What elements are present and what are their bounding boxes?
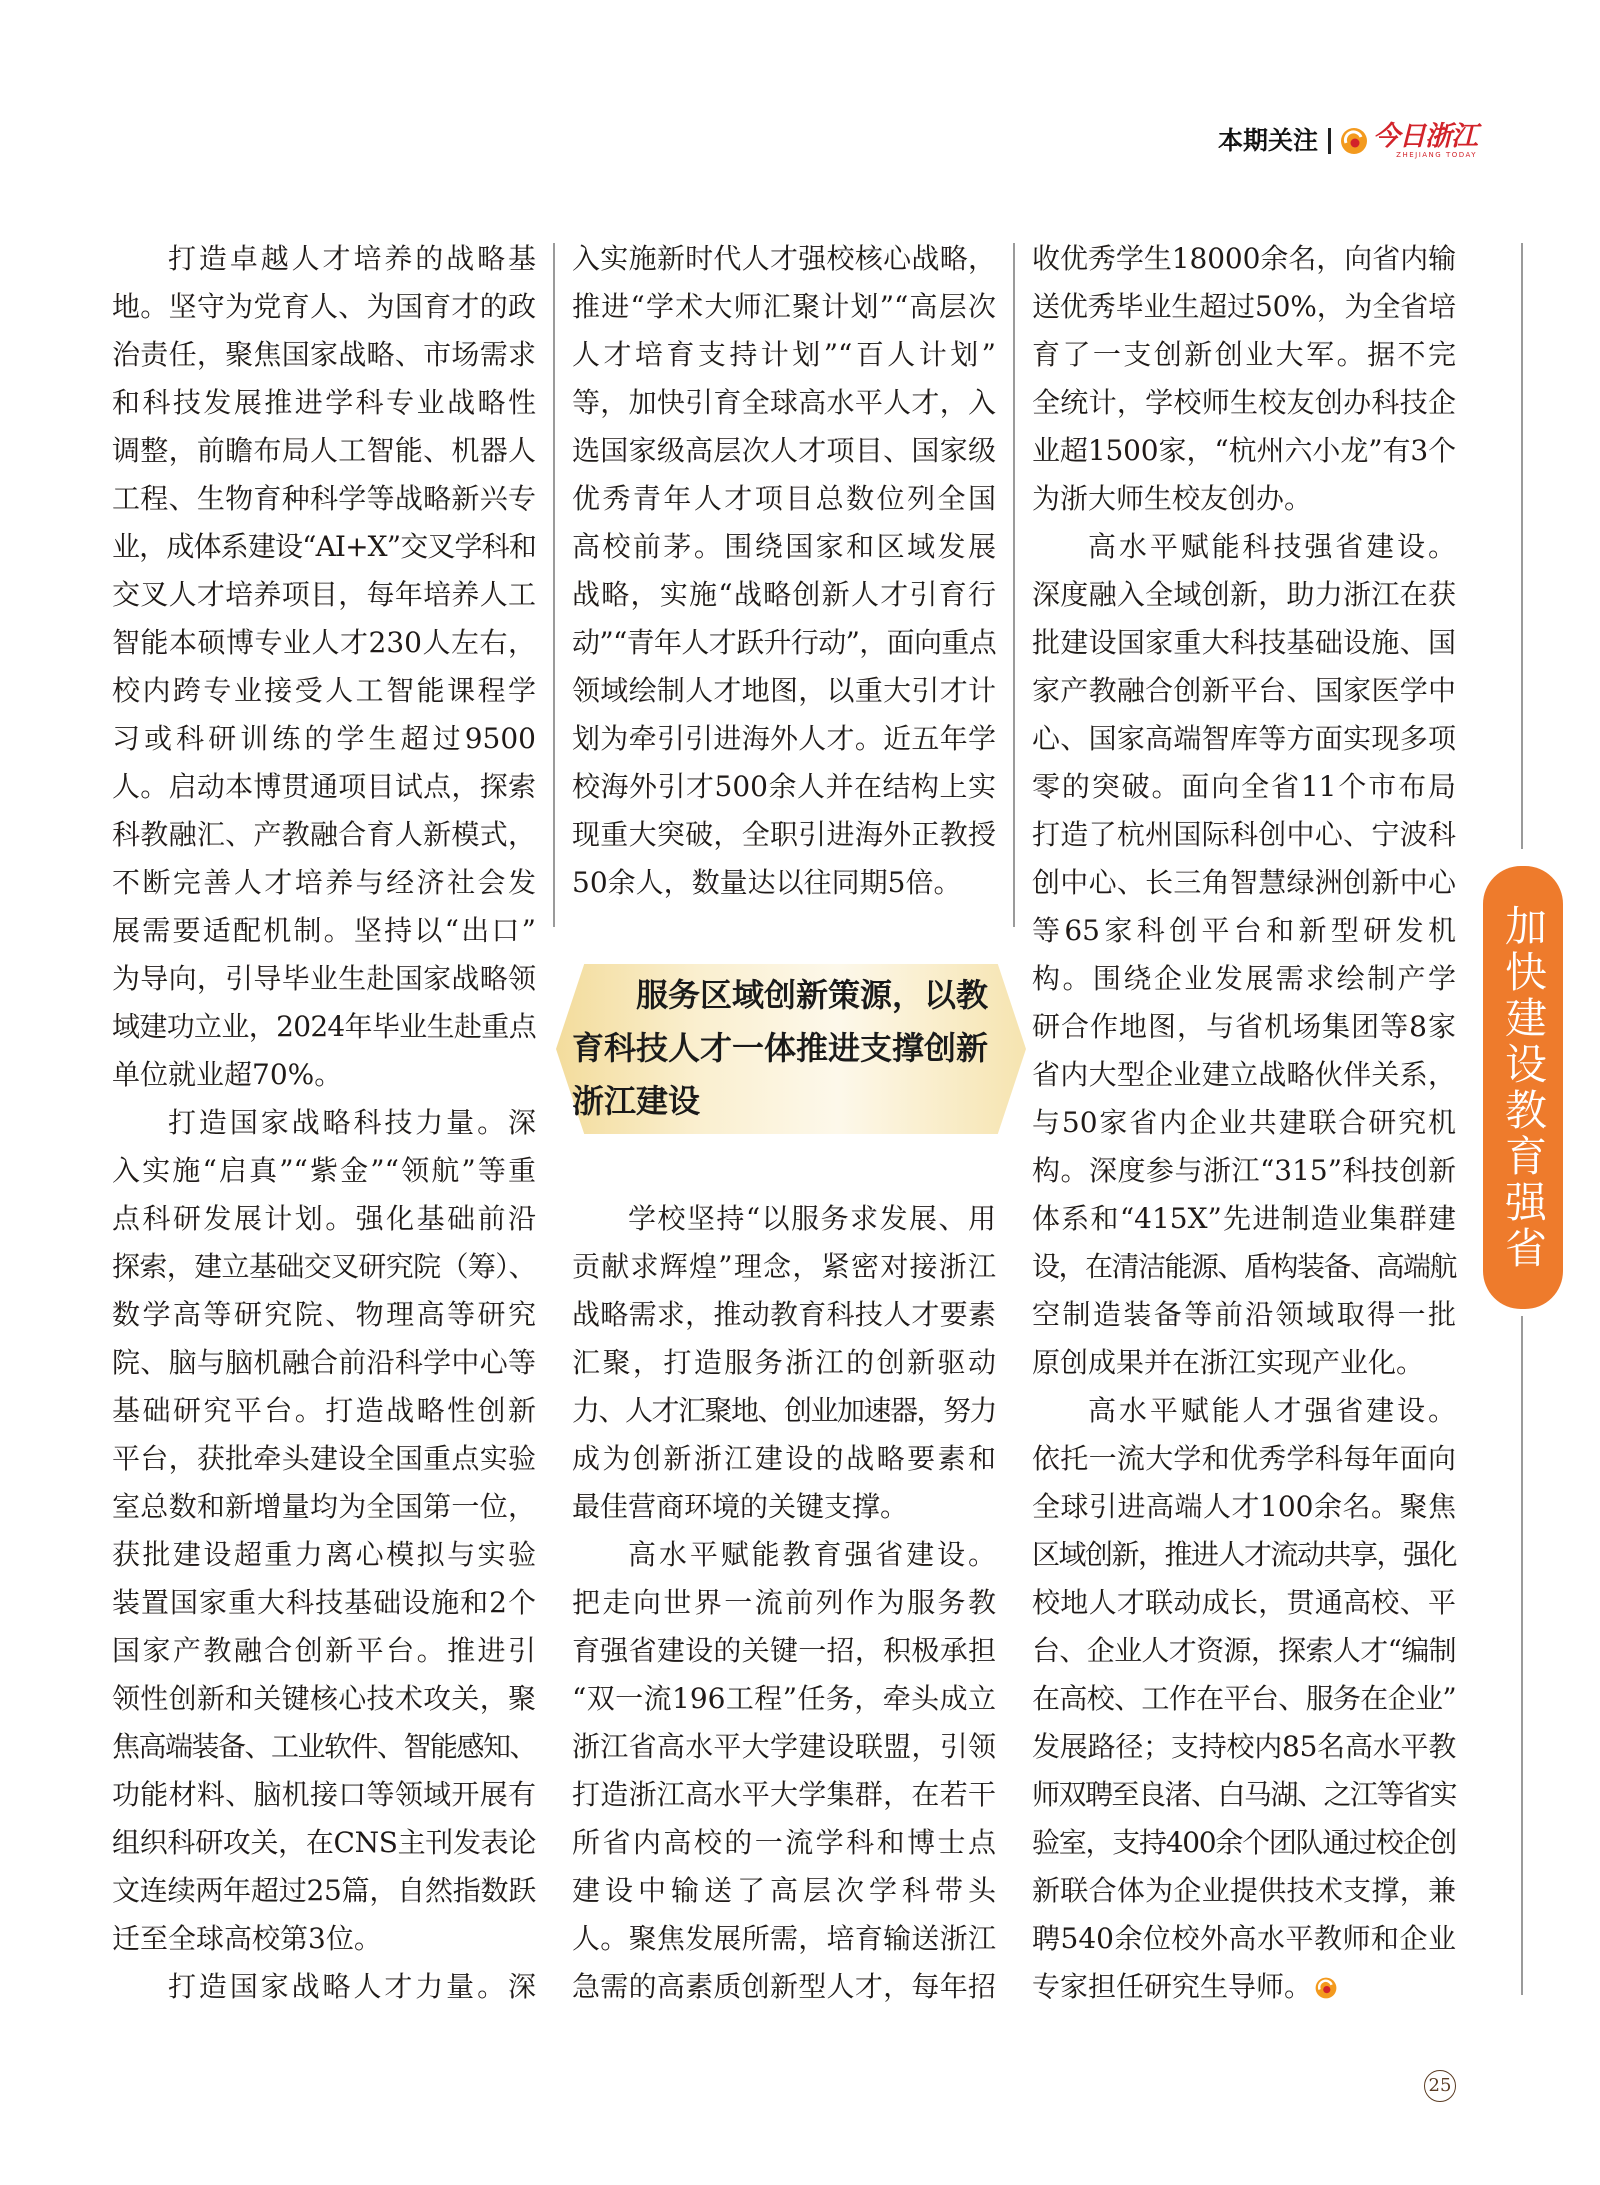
text-line: 育了一支创新创业大军。据不完: [1032, 338, 1456, 371]
text-line: 区域创新，推进人才流动共享，强化: [1032, 1538, 1456, 1571]
text-line: 送优秀毕业生超过50%，为全省培: [1032, 290, 1456, 323]
text-line: 获批建设超重力离心模拟与实验: [112, 1538, 536, 1571]
header-divider: [1328, 128, 1331, 154]
page-number-value: 25: [1428, 2075, 1452, 2096]
topic-side-tab-label: 加快建设教育强省: [1499, 903, 1548, 1272]
text-line: 研合作地图，与省机场集团等8家: [1032, 1010, 1456, 1043]
text-line: 数学高等研究院、物理高等研究: [112, 1298, 536, 1331]
text-line: 基础研究平台。打造战略性创新: [112, 1394, 536, 1427]
heading-line: 服务区域创新策源，以教: [636, 976, 989, 1014]
text-line: 最佳营商环境的关键支撑。: [572, 1490, 909, 1523]
page-header: [1218, 122, 1477, 160]
text-line: 新联合体为企业提供技术支撑，兼: [1032, 1874, 1456, 1907]
text-line: 院、脑与脑机融合前沿科学中心等: [112, 1346, 536, 1379]
text-line: 战略需求，推动教育科技人才要素: [572, 1298, 996, 1331]
section-label: 本期关注: [1218, 126, 1319, 155]
text-line: 划为牵引引进海外人才。近五年学: [572, 722, 996, 755]
text-line: 领域绘制人才地图，以重大引才计: [572, 674, 996, 707]
text-line: 为导向，引导毕业生赴国家战略领: [112, 962, 536, 995]
text-line: 原创成果并在浙江实现产业化。: [1032, 1346, 1425, 1379]
text-line: 创中心、长三角智慧绿洲创新中心: [1032, 866, 1456, 899]
column-rule: [1013, 243, 1015, 927]
text-line: 装置国家重大科技基础设施和2个: [112, 1586, 536, 1619]
paragraph: [112, 1099, 536, 1963]
paragraph: [1032, 1387, 1456, 2011]
text-line: 等，加快引育全球高水平人才，入: [572, 386, 996, 419]
brand-swirl-icon: [1339, 126, 1369, 156]
text-line: 文连续两年超过25篇，自然指数跃: [112, 1874, 536, 1907]
text-line: 地。坚守为党育人、为国育才的政: [112, 290, 536, 323]
text-line: 验室，支持400余个团队通过校企创: [1032, 1826, 1456, 1859]
text-line: 急需的高素质创新型人才，每年招: [572, 1970, 996, 2003]
text-line: 发展路径；支持校内85名高水平教: [1032, 1730, 1456, 1763]
text-line: 打造国家战略人才力量。深: [168, 1970, 536, 2003]
text-line: 聘540余位校外高水平教师和企业: [1032, 1922, 1456, 1955]
heading-line: 育科技人才一体推进支撑创新: [572, 1029, 989, 1067]
text-line: 家产教融合创新平台、国家医学中: [1032, 674, 1456, 707]
text-line: 习或科研训练的学生超过9500: [112, 722, 536, 755]
text-line: 省内大型企业建立战略伙伴关系，: [1032, 1058, 1456, 1091]
text-line: 台、企业人才资源，探索人才“编制: [1032, 1634, 1456, 1667]
text-line: 构。深度参与浙江“315”科技创新: [1032, 1154, 1456, 1187]
text-line: 全球引进高端人才100余名。聚焦: [1032, 1490, 1456, 1523]
text-column-1: [112, 235, 536, 2011]
margin-rule: [1521, 1316, 1523, 1995]
text-line: 人才培育支持计划”“百人计划”: [572, 338, 996, 371]
text-line: 批建设国家重大科技基础设施、国: [1032, 626, 1456, 659]
text-line: 展需要适配机制。坚持以“出口”: [112, 914, 536, 947]
text-line: 学校坚持“以服务求发展、用: [628, 1202, 996, 1235]
text-line: 工程、生物育种科学等战略新兴专: [112, 482, 536, 515]
heading-line: 浙江建设: [572, 1082, 701, 1120]
paragraph: [572, 1531, 996, 2011]
text-line: 师双聘至良渚、白马湖、之江等省实: [1032, 1778, 1456, 1811]
text-line: 领性创新和关键核心技术攻关，聚: [112, 1682, 536, 1715]
text-line: 业，成体系建设“AI+X”交叉学科和: [112, 530, 536, 563]
text-line: “双一流196工程”任务，牵头成立: [572, 1682, 996, 1715]
text-line: 与50家省内企业共建联合研究机: [1032, 1106, 1456, 1139]
text-line: 把走向世界一流前列作为服务教: [572, 1586, 996, 1619]
text-column-2-upper: [572, 235, 996, 907]
text-line: 校海外引才500余人并在结构上实: [572, 770, 996, 803]
paragraph: [1032, 523, 1456, 1387]
text-line: 所省内高校的一流学科和博士点: [572, 1826, 996, 1859]
text-line: 和科技发展推进学科专业战略性: [112, 386, 536, 419]
text-line: 打造国家战略科技力量。深: [168, 1106, 536, 1139]
text-line: 智能本硕博专业人才230人左右，: [112, 626, 536, 659]
text-line: 贡献求辉煌”理念，紧密对接浙江: [572, 1250, 996, 1283]
text-line: 50余人，数量达以往同期5倍。: [572, 866, 962, 899]
text-line: 域建功立业，2024年毕业生赴重点: [112, 1010, 536, 1043]
text-line: 汇聚，打造服务浙江的创新驱动: [572, 1346, 996, 1379]
text-line: 依托一流大学和优秀学科每年面向: [1032, 1442, 1456, 1475]
text-column-3: [1032, 235, 1456, 2011]
text-column-2-lower: [572, 1195, 996, 2011]
text-line: 高水平赋能教育强省建设。: [628, 1538, 996, 1571]
text-line: 空制造装备等前沿领域取得一批: [1032, 1298, 1456, 1331]
text-line: 构。围绕企业发展需求绘制产学: [1032, 962, 1456, 995]
column-rule: [553, 243, 555, 927]
page-number: [1424, 2070, 1456, 2102]
text-line: 为浙大师生校友创办。: [1032, 482, 1313, 515]
text-line: 探索，建立基础交叉研究院（筹）、: [112, 1250, 536, 1283]
text-line: 专家担任研究生导师。: [1032, 1963, 1456, 2011]
brand-name-en: ZHEJIANG TODAY: [1396, 151, 1478, 159]
text-line: 焦高端装备、工业软件、智能感知、: [112, 1730, 536, 1763]
text-line: 全统计，学校师生校友创办科技企: [1032, 386, 1456, 419]
text-line: 点科研发展计划。强化基础前沿: [112, 1202, 536, 1235]
paragraph: [572, 235, 996, 907]
text-line: 平台，获批牵头建设全国重点实验: [112, 1442, 536, 1475]
text-line: 体系和“415X”先进制造业集群建: [1032, 1202, 1456, 1235]
text-line: 国家产教融合创新平台。推进引: [112, 1634, 536, 1667]
text-line: 单位就业超70%。: [112, 1058, 343, 1091]
margin-rule: [1521, 243, 1523, 849]
text-line: 交叉人才培养项目，每年培养人工: [112, 578, 536, 611]
section-heading: [572, 969, 996, 1128]
text-line: 高水平赋能人才强省建设。: [1088, 1394, 1456, 1427]
text-line: 在高校、工作在平台、服务在企业”: [1032, 1682, 1456, 1715]
text-line: 入实施“启真”“紫金”“领航”等重: [112, 1154, 536, 1187]
text-line: 校内跨专业接受人工智能课程学: [112, 674, 536, 707]
text-line: 深度融入全域创新，助力浙江在获: [1032, 578, 1456, 611]
text-line: 动”“青年人才跃升行动”，面向重点: [572, 626, 996, 659]
brand-name: 今日浙江: [1373, 121, 1478, 152]
text-line: 高水平赋能科技强省建设。: [1088, 530, 1456, 563]
text-line: 心、国家高端智库等方面实现多项: [1032, 722, 1456, 755]
text-line: 优秀青年人才项目总数位列全国: [572, 482, 996, 515]
text-line: 等65家科创平台和新型研发机: [1032, 914, 1456, 947]
text-line: 人。启动本博贯通项目试点，探索: [112, 770, 536, 803]
text-line: 育强省建设的关键一招，积极承担: [572, 1634, 996, 1667]
text-line: 调整，前瞻布局人工智能、机器人: [112, 434, 536, 467]
brand-logo: [1373, 123, 1477, 159]
text-line: 现重大突破，全职引进海外正教授: [572, 818, 996, 851]
text-line: 成为创新浙江建设的战略要素和: [572, 1442, 996, 1475]
text-line: 组织科研攻关，在CNS主刊发表论: [112, 1826, 536, 1859]
topic-side-tab: [1483, 866, 1563, 1309]
text-line: 建设中输送了高层次学科带头: [572, 1874, 996, 1907]
text-line: 迁至全球高校第3位。: [112, 1922, 382, 1955]
text-line: 高校前茅。围绕国家和区域发展: [572, 530, 996, 563]
text-line: 打造了杭州国际科创中心、宁波科: [1032, 818, 1456, 851]
text-line: 零的突破。面向全省11个市布局: [1032, 770, 1456, 803]
paragraph: [1032, 235, 1456, 523]
paragraph: [112, 235, 536, 1099]
text-line: 收优秀学生18000余名，向省内输: [1032, 242, 1456, 275]
text-line: 浙江省高水平大学建设联盟，引领: [572, 1730, 996, 1763]
text-line: 选国家级高层次人才项目、国家级: [572, 434, 996, 467]
paragraph: [112, 1963, 536, 2011]
text-line: 战略，实施“战略创新人才引育行: [572, 578, 996, 611]
text-line: 打造卓越人才培养的战略基: [168, 242, 536, 275]
paragraph: [572, 1195, 996, 1531]
text-line: 科教融汇、产教融合育人新模式，: [112, 818, 536, 851]
text-line: 推进“学术大师汇聚计划”“高层次: [572, 290, 996, 323]
text-line: 校地人才联动成长，贯通高校、平: [1032, 1586, 1456, 1619]
text-line: 不断完善人才培养与经济社会发: [112, 866, 536, 899]
text-line: 功能材料、脑机接口等领域开展有: [112, 1778, 536, 1811]
text-line: 入实施新时代人才强校核心战略，: [572, 242, 996, 275]
text-line: 业超1500家，“杭州六小龙”有3个: [1032, 434, 1456, 467]
text-line: 治责任，聚焦国家战略、市场需求: [112, 338, 536, 371]
text-line: 人。聚焦发展所需，培育输送浙江: [572, 1922, 996, 1955]
text-line: 力、人才汇聚地、创业加速器，努力: [572, 1394, 996, 1427]
brand-swirl-icon: [1314, 1976, 1338, 2000]
text-line: 室总数和新增量均为全国第一位，: [112, 1490, 536, 1523]
text-line: 打造浙江高水平大学集群，在若干: [572, 1778, 996, 1811]
text-line: 设，在清洁能源、盾构装备、高端航: [1032, 1250, 1456, 1283]
